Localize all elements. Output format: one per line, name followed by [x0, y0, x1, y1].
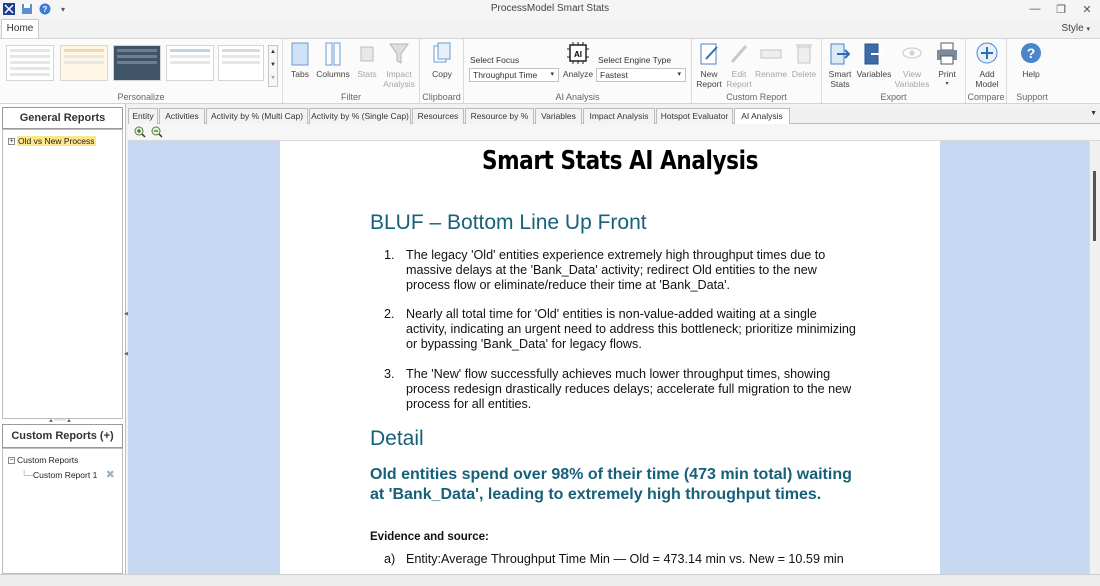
style-label: Style	[1061, 23, 1084, 34]
ribbon	[0, 38, 1100, 104]
customize-qat-icon[interactable]: ▾	[60, 4, 65, 14]
group-ai-analysis	[464, 39, 692, 103]
zoom-out-icon[interactable]	[151, 126, 163, 141]
minimize-icon[interactable]: —	[1029, 3, 1041, 15]
columns-label: Columns	[316, 69, 350, 79]
rename-icon	[759, 41, 783, 67]
tabs-overflow-icon[interactable]: ▼	[1090, 110, 1097, 117]
export-variables-icon	[863, 41, 885, 67]
add-model-button[interactable]	[970, 41, 1004, 89]
add-model-label: Add Model	[975, 69, 999, 89]
list-number: 2.	[384, 307, 395, 321]
chevron-down-icon: ▾	[677, 71, 681, 78]
title-bar	[0, 0, 1100, 18]
tab-entity[interactable]: Entity	[128, 108, 158, 124]
group-label: AI Analysis	[555, 92, 600, 102]
help-label: Help	[1022, 69, 1040, 79]
layout-thumbnail[interactable]	[166, 45, 214, 81]
edit-icon	[728, 41, 750, 67]
delete-button[interactable]	[789, 41, 819, 79]
detail-heading: Detail	[370, 427, 424, 450]
copy-icon	[431, 41, 453, 67]
tab-resource-by-percent[interactable]: Resource by %	[465, 108, 534, 124]
funnel-icon	[388, 41, 410, 67]
zoom-in-icon[interactable]	[134, 126, 146, 141]
smart-stats-button[interactable]	[825, 41, 855, 89]
copy-button[interactable]	[428, 41, 456, 79]
status-bar	[0, 574, 1100, 586]
left-pane	[0, 104, 126, 574]
window-title: ProcessModel Smart Stats	[490, 3, 610, 14]
tab-ai-analysis[interactable]: AI Analysis	[734, 108, 790, 125]
group-label: Filter	[341, 92, 361, 102]
new-report-icon	[698, 41, 720, 67]
general-reports-header: General Reports	[2, 107, 123, 129]
custom-reports-label: Custom Reports (+)	[11, 430, 114, 442]
stats-label: Stats	[357, 69, 377, 79]
list-text: Nearly all total time for 'Old' entities is non-value-added waiting at a single activity, indicating an urgent need to address this bottleneck; prioritize minimizing or bypassing 'Bank_Data' for legacy flows.	[406, 307, 856, 351]
view-variables-button[interactable]	[894, 41, 930, 89]
custom-reports-tree	[2, 448, 123, 574]
printer-icon	[935, 41, 959, 67]
tab-impact-analysis[interactable]: Impact Analysis	[583, 108, 655, 124]
layout-thumbnail[interactable]	[60, 45, 108, 81]
select-focus-value: Throughput Time	[473, 70, 538, 80]
copy-label: Copy	[432, 69, 452, 79]
impact-analysis-button[interactable]	[382, 41, 416, 89]
new-report-label: New Report	[696, 69, 722, 89]
select-engine-dropdown[interactable]	[596, 68, 686, 82]
gallery-scroll[interactable]: ▲ ▼ ▿	[268, 45, 278, 87]
rename-label: Rename	[754, 69, 788, 79]
group-label: Clipboard	[422, 92, 461, 102]
vertical-scrollbar[interactable]	[1089, 141, 1100, 574]
tab-hotspot-evaluator[interactable]: Hotspot Evaluator	[656, 108, 733, 124]
tree-item-label: Custom Reports	[17, 455, 79, 465]
group-support	[1007, 39, 1057, 103]
list-text: The legacy 'Old' entities experience extremely high throughput times due to massive delays at the 'Bank_Data' activity; redirect Old entities to the new process flow or eliminate/reduce their time at 'Bank_Data'.	[406, 248, 826, 292]
select-engine-value: Fastest	[600, 70, 628, 80]
tabs-button[interactable]	[289, 41, 311, 79]
group-label: Export	[880, 92, 907, 102]
tab-variables[interactable]: Variables	[535, 108, 582, 124]
tree-item-custom-root[interactable]	[8, 455, 78, 465]
splitter-handle[interactable]: ▲⋯⋯▲	[48, 418, 72, 424]
impact-analysis-label: Impact Analysis	[383, 69, 415, 89]
ai-chip-icon	[566, 41, 590, 67]
export-arrow-icon	[829, 41, 851, 67]
tree-item-label: Old vs New Process	[18, 136, 95, 146]
delete-label: Delete	[791, 69, 817, 79]
select-engine-label: Select Engine Type	[598, 55, 672, 65]
delete-report-icon[interactable]: ✖	[105, 469, 115, 481]
tree-item-old-vs-new[interactable]	[8, 136, 96, 146]
edit-report-label: Edit Report	[726, 69, 752, 89]
list-text: The 'New' flow successfully achieves much lower throughput times, showing process redesign drastically reduces delays; accelerate full migration to the new process for all entities.	[406, 367, 852, 411]
svg-text:?: ?	[1026, 45, 1036, 61]
report-tabs	[128, 107, 1100, 124]
report-viewer[interactable]	[128, 141, 1089, 574]
stats-icon	[357, 41, 377, 67]
variables-label: Variables	[856, 69, 892, 79]
finding-heading: Old entities spend over 98% of their time (473 min total) waiting at 'Bank_Data', leading to extremely high throughput times.	[370, 466, 852, 503]
chevron-down-icon: ▾	[945, 81, 949, 87]
tab-activities[interactable]: Activities	[159, 108, 205, 124]
select-focus-dropdown[interactable]	[469, 68, 559, 82]
rename-button[interactable]	[755, 41, 787, 79]
tab-activity-multi-cap[interactable]: Activity by % (Multi Cap)	[206, 108, 308, 124]
custom-reports-header[interactable]	[2, 424, 123, 448]
new-report-button[interactable]	[695, 41, 723, 89]
svg-text:?: ?	[42, 5, 48, 14]
group-clipboard	[420, 39, 464, 103]
group-export	[822, 39, 966, 103]
group-label: Compare	[967, 92, 1005, 102]
list-text: Entity:Average Throughput Time Min — Old = 473.14 min vs. New = 10.59 min	[406, 552, 844, 566]
edit-report-button[interactable]	[725, 41, 753, 89]
style-menu[interactable]	[1061, 23, 1090, 34]
tree-line: └─	[21, 470, 34, 480]
tabs-icon	[290, 41, 310, 67]
select-focus-label: Select Focus	[470, 55, 520, 65]
analyze-label: Analyze	[562, 69, 594, 79]
analyze-button[interactable]	[561, 41, 595, 79]
tab-resources[interactable]: Resources	[412, 108, 464, 124]
pane-splitter[interactable]: ◀ ◀	[124, 311, 128, 357]
scrollbar-thumb[interactable]	[1093, 171, 1096, 241]
group-label: Support	[1016, 92, 1048, 102]
ribbon-tab-row	[0, 18, 1100, 38]
columns-icon	[323, 41, 343, 67]
tab-activity-single-cap[interactable]: Activity by % (Single Cap)	[309, 108, 411, 124]
tabs-label: Tabs	[291, 69, 309, 79]
tree-item-label: Custom Report 1	[33, 470, 98, 480]
help-icon	[1019, 41, 1043, 67]
tree-item-custom-report-1[interactable]	[21, 468, 115, 481]
expand-icon[interactable]: +	[9, 138, 14, 146]
stats-button[interactable]	[355, 41, 379, 79]
list-number: 3.	[384, 367, 395, 381]
group-custom-report	[692, 39, 822, 103]
report-title: Smart Stats AI Analysis	[481, 146, 759, 176]
group-filter	[283, 39, 420, 103]
help-button[interactable]	[1017, 41, 1045, 79]
collapse-icon[interactable]: −	[9, 457, 14, 465]
evidence-label: Evidence and source:	[370, 531, 489, 543]
layout-thumbnail[interactable]	[218, 45, 264, 81]
view-variables-label: View Variables	[894, 69, 930, 89]
group-personalize	[0, 39, 283, 103]
layout-thumbnail[interactable]	[113, 45, 161, 81]
chevron-down-icon: ▾	[550, 71, 554, 78]
delete-icon	[794, 41, 814, 67]
print-label: Print	[938, 69, 956, 79]
bluf-heading: BLUF – Bottom Line Up Front	[370, 211, 647, 234]
ribbon-tab-home[interactable]: Home	[1, 19, 39, 39]
zoom-toolbar	[128, 124, 1100, 141]
restore-icon[interactable]: ❐	[1056, 3, 1066, 16]
general-reports-tree	[2, 129, 123, 419]
smart-stats-label: Smart Stats	[828, 69, 852, 89]
group-label: Personalize	[117, 92, 165, 102]
chevron-down-icon: ▾	[1086, 26, 1090, 33]
eye-icon	[900, 41, 924, 67]
add-circle-icon	[975, 41, 999, 67]
group-compare	[966, 39, 1007, 103]
list-number: 1.	[384, 248, 395, 262]
layout-thumbnail[interactable]	[6, 45, 54, 81]
close-icon[interactable]: ✕	[1082, 3, 1092, 16]
print-button[interactable]	[932, 41, 962, 89]
columns-button[interactable]	[315, 41, 351, 79]
variables-button[interactable]	[857, 41, 891, 79]
window-controls	[1022, 0, 1100, 18]
report-page	[280, 141, 940, 574]
list-number: a)	[384, 552, 396, 566]
svg-text:AI: AI	[574, 50, 582, 59]
group-label: Custom Report	[726, 92, 787, 102]
